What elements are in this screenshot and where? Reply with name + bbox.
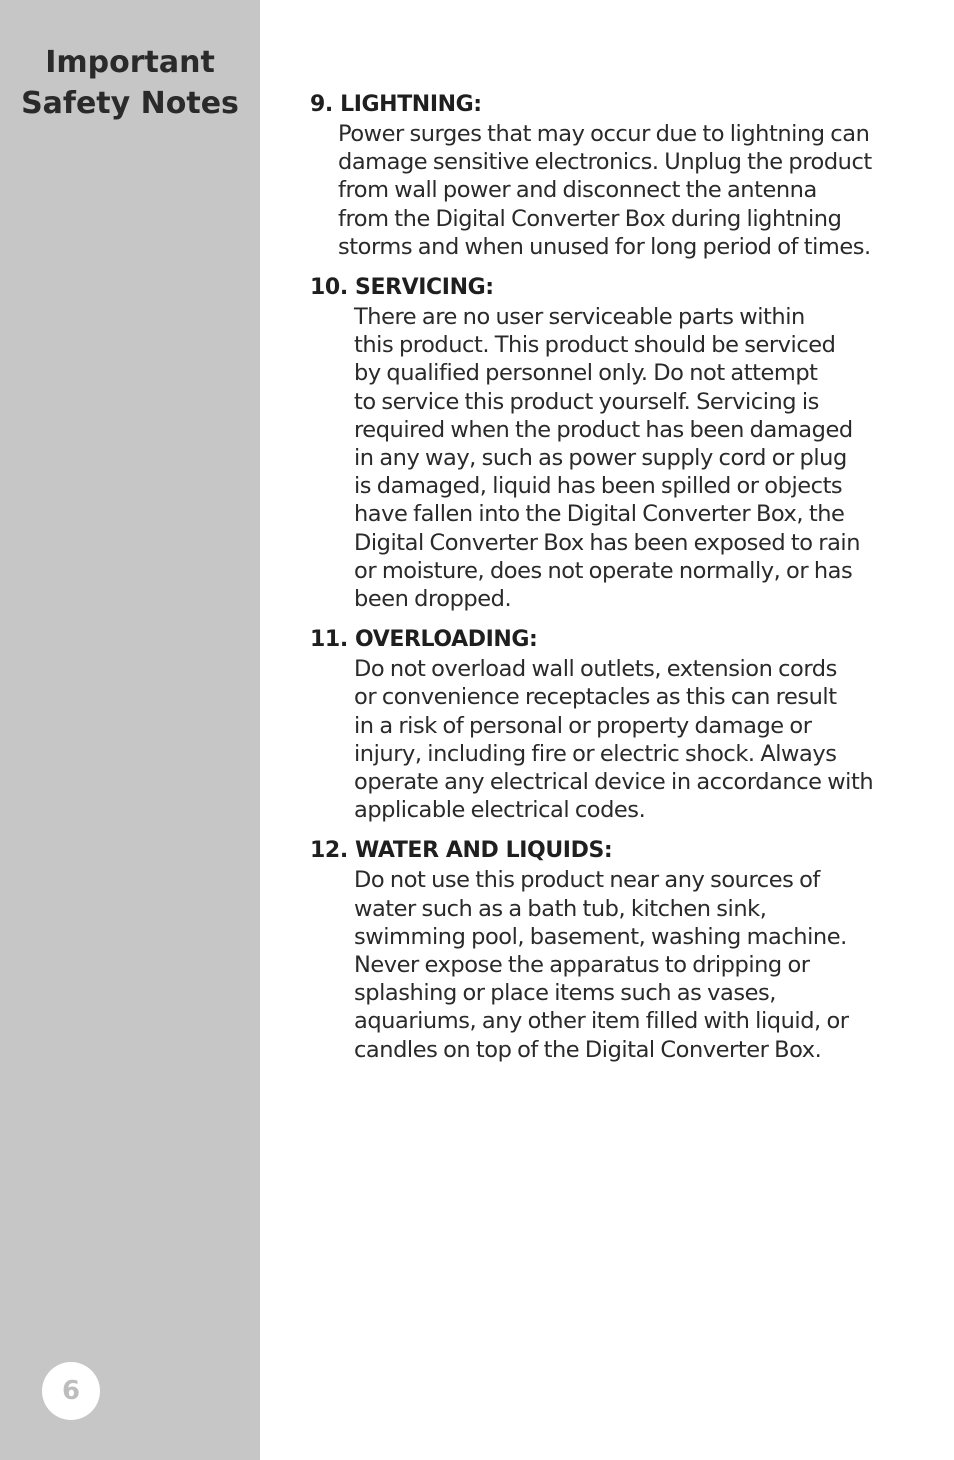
- note-line: or convenience receptacles as this can result: [354, 684, 837, 711]
- note-heading: 10. SERVICING:: [310, 275, 494, 301]
- note-body: [310, 866, 925, 1063]
- sidebar: [0, 0, 260, 1460]
- note-heading: 11. OVERLOADING:: [310, 627, 538, 653]
- note-body: [310, 655, 925, 824]
- section-title: [0, 42, 260, 124]
- note-servicing: [310, 273, 925, 613]
- note-line: is damaged, liquid has been spilled or objects: [354, 473, 843, 500]
- note-line: in any way, such as power supply cord or plug: [354, 445, 847, 472]
- note-overloading: [310, 625, 925, 824]
- note-body: [310, 303, 925, 613]
- section-title-line-1: Important: [45, 45, 215, 80]
- note-line: swimming pool, basement, washing machine.: [354, 923, 847, 950]
- note-line: Digital Converter Box has been exposed to rain: [354, 529, 861, 556]
- note-line: or moisture, does not operate normally, or has: [354, 557, 853, 584]
- safety-notes-content: [310, 90, 925, 1076]
- note-heading: 12. WATER AND LIQUIDS:: [310, 838, 613, 864]
- note-water-and-liquids: [310, 836, 925, 1063]
- note-line: There are no user serviceable parts within: [354, 304, 805, 331]
- note-line: splashing or place items such as vases,: [354, 980, 776, 1007]
- note-line: aquariums, any other item filled with liquid, or: [354, 1008, 849, 1035]
- note-body: [310, 120, 925, 261]
- page-number: 6: [42, 1362, 100, 1420]
- note-heading: 9. LIGHTNING:: [310, 92, 482, 117]
- note-line: this product. This product should be serviced: [354, 332, 836, 359]
- note-line: from wall power and disconnect the antenna: [338, 177, 817, 204]
- note-line: water such as a bath tub, kitchen sink,: [354, 895, 767, 922]
- note-line: to service this product yourself. Servicing is: [354, 388, 819, 415]
- note-line: Do not overload wall outlets, extension cords: [354, 656, 837, 683]
- note-line: operate any electrical device in accordance with: [354, 769, 874, 796]
- section-title-line-2: Safety Notes: [21, 86, 239, 121]
- note-line: storms and when unused for long period of times.: [338, 233, 871, 260]
- note-line: from the Digital Converter Box during lightning: [338, 205, 842, 232]
- note-line: Power surges that may occur due to lightning can: [338, 121, 870, 147]
- note-line: Do not use this product near any sources of: [354, 867, 820, 894]
- note-line: been dropped.: [354, 586, 512, 613]
- note-line: damage sensitive electronics. Unplug the product: [338, 149, 872, 176]
- note-line: candles on top of the Digital Converter Box.: [354, 1036, 822, 1063]
- note-line: required when the product has been damaged: [354, 416, 853, 443]
- note-line: by qualified personnel only. Do not attempt: [354, 360, 818, 387]
- note-line: applicable electrical codes.: [354, 797, 646, 824]
- note-line: have fallen into the Digital Converter Box, the: [354, 501, 845, 528]
- note-lightning: [310, 90, 925, 261]
- note-line: in a risk of personal or property damage or: [354, 712, 812, 739]
- note-line: injury, including fire or electric shock. Always: [354, 740, 837, 767]
- note-line: Never expose the apparatus to dripping or: [354, 952, 810, 979]
